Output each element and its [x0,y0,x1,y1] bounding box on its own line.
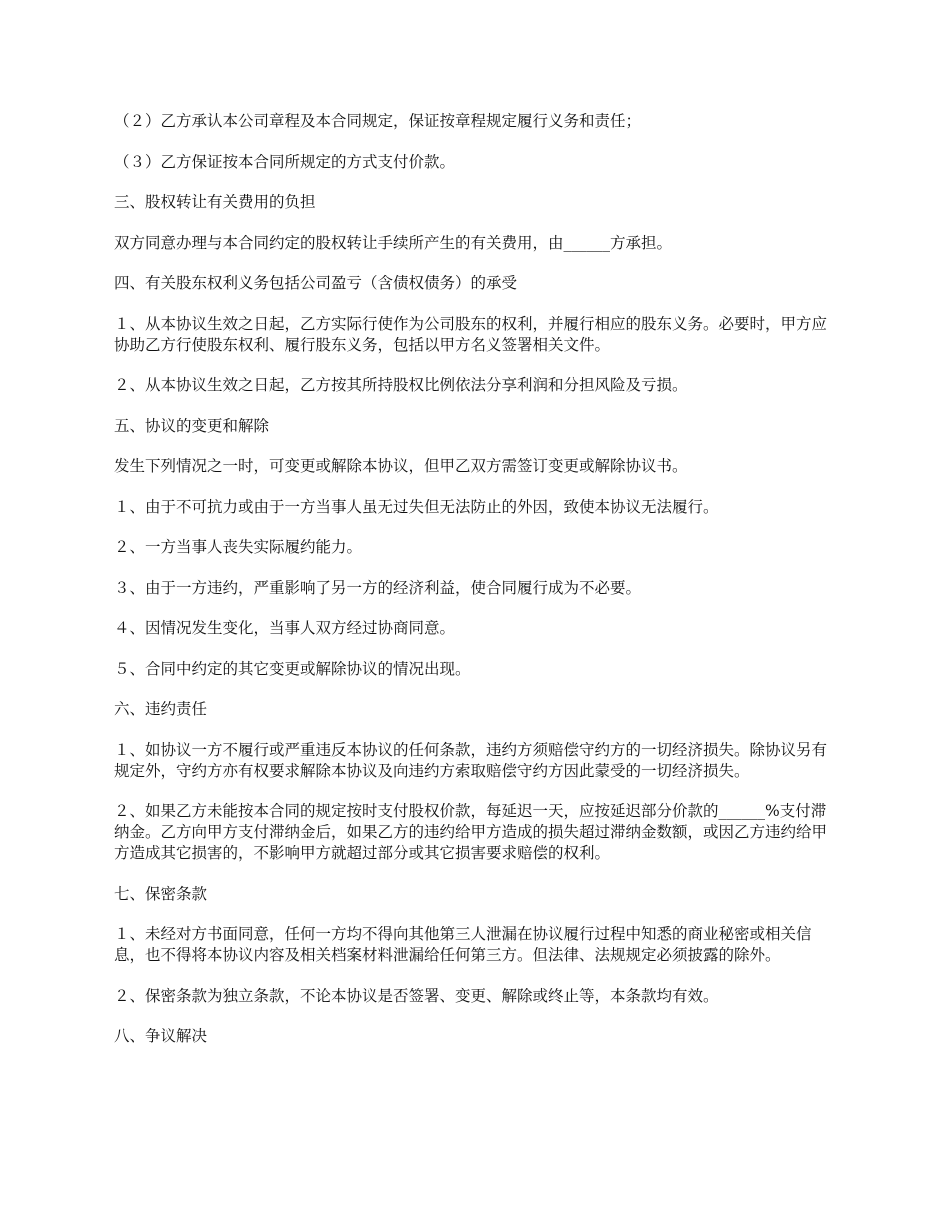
clause-6-2: ２、如果乙方未能按本合同的规定按时支付股权价款，每延迟一天，应按延迟部分价款的______%支付滞纳金。乙方向甲方支付滞纳金后，如果乙方的违约给甲方造成的损失超过滞纳金数额，或因乙方违约给甲方造成其它损害的，不影响甲方就超过部分或其它损害要求赔偿的权利。 [114,802,828,862]
section-heading-6: 六、违约责任 [114,700,208,718]
clause-5-3: ３、由于一方违约，严重影响了另一方的经济利益，使合同履行成为不必要。 [114,578,642,597]
section-5-intro: 发生下列情况之一时，可变更或解除本协议，但甲乙双方需签订变更或解除协议书。 [114,457,688,475]
section-3-text: 双方同意办理与本合同约定的股权转让手续所产生的有关费用，由______方承担。 [114,233,673,252]
section-heading-5: 五、协议的变更和解除 [114,416,270,435]
clause-7-1: １、未经对方书面同意，任何一方均不得向其他第三人泄漏在协议履行过程中知悉的商业秘密或相关信息，也不得将本协议内容及相关档案材料泄漏给任何第三方。但法律、法规规定必须披露的除外。 [114,925,812,964]
section-heading-4: 四、有关股东权利义务包括公司盈亏（含债权债务）的承受 [114,274,518,292]
clause-4-2: ２、从本协议生效之日起，乙方按其所持股权比例依法分享利润和分担风险及亏损。 [114,376,688,394]
clause-7-2: ２、保密条款为独立条款，不论本协议是否签署、变更、解除或终止等，本条款均有效。 [114,986,719,1005]
clause-2-3: （３）乙方保证按本合同所规定的方式支付价款。 [114,152,456,171]
clause-2-2: （２）乙方承认本公司章程及本合同规定，保证按章程规定履行义务和责任； [114,112,642,130]
clause-4-1: １、从本协议生效之日起，乙方实际行使作为公司股东的权利，并履行相应的股东义务。必要时，甲方应协助乙方行使股东权利、履行股东义务，包括以甲方名义签署相关文件。 [114,314,828,354]
clause-5-2: ２、一方当事人丧失实际履约能力。 [114,538,363,556]
clause-5-4: ４、因情况发生变化，当事人双方经过协商同意。 [114,619,456,637]
section-heading-3: 三、股权转让有关费用的负担 [114,193,316,211]
clause-6-1: １、如协议一方不履行或严重违反本协议的任何条款，违约方须赔偿守约方的一切经济损失。除协议另有规定外，守约方亦有权要求解除本协议及向违约方索取赔偿守约方因此蒙受的一切经济损失。 [114,740,828,780]
clause-5-1: １、由于不可抗力或由于一方当事人虽无过失但无法防止的外因，致使本协议无法履行。 [114,497,719,516]
clause-5-5: ５、合同中约定的其它变更或解除协议的情况出现。 [114,659,471,678]
section-heading-8: 八、争议解决 [114,1027,208,1045]
section-heading-7: 七、保密条款 [114,884,208,903]
